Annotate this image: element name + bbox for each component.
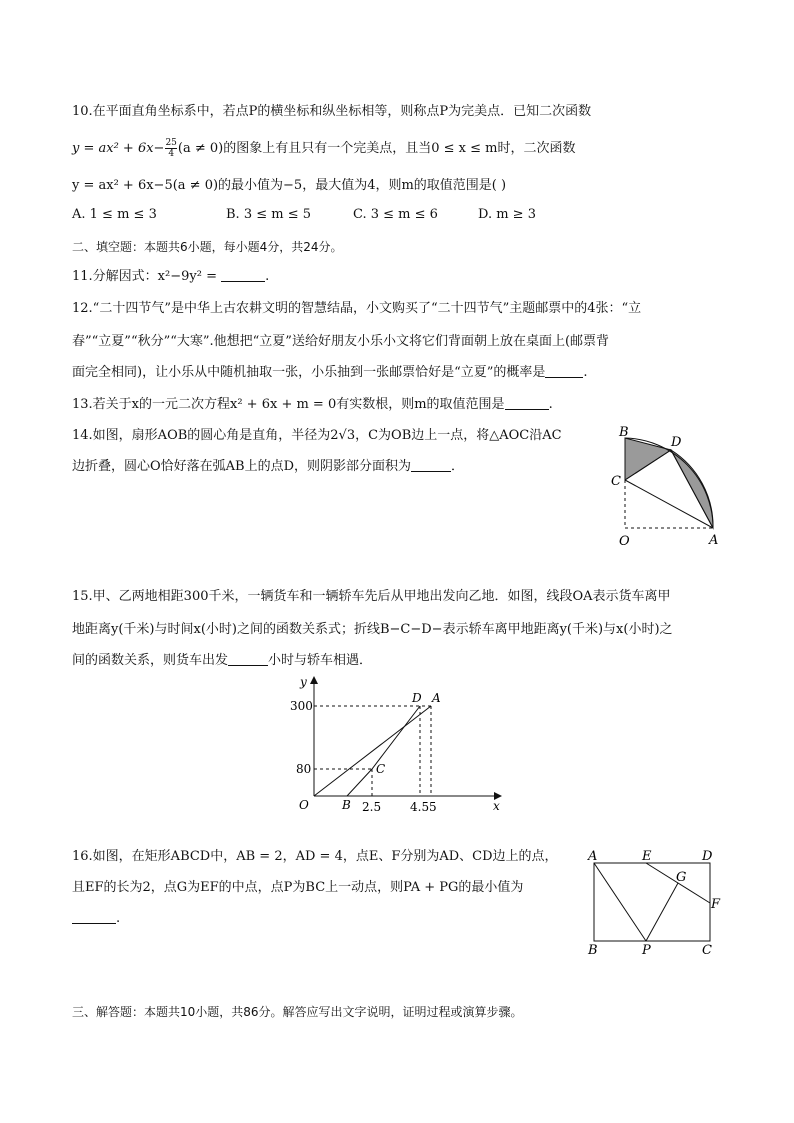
q13-end: .	[548, 397, 553, 412]
q10-option-d[interactable]: D. m ≥ 3	[478, 207, 536, 222]
q11-end: .	[265, 269, 270, 284]
q12-line1: 12.“二十四节气”是中华上古农耕文明的智慧结晶，小文购买了“二十四节气”主题邮票中的4张：“立	[72, 301, 642, 316]
q16-line1: 16.如图，在矩形ABCD中，AB = 2，AD = 4，点E、F分别为AD、CD边上的点，	[72, 849, 558, 864]
q16-line2: 且EF的长为2，点G为EF的中点，点P为BC上一动点，则PA + PG的最小值为	[72, 880, 524, 895]
q11	[72, 268, 269, 286]
q15-tick-5: 5	[429, 800, 437, 814]
q10-expr-b: (a ≠ 0)的图象上有且只有一个完美点，且当0 ≤ x ≤ m时，二次函数	[177, 141, 576, 156]
q16-seg-pg	[646, 883, 678, 941]
q10-option-b[interactable]: B. 3 ≤ m ≤ 5	[226, 207, 312, 222]
q15-blank[interactable]	[228, 653, 268, 666]
q10-frac-num: 25	[165, 138, 177, 148]
q10-line2	[72, 138, 575, 159]
q15-line-bcd	[347, 706, 420, 796]
q11-blank[interactable]	[221, 269, 265, 282]
q16-seg-ap	[594, 863, 646, 941]
q10-expr-a: y = ax² + 6x−	[72, 141, 165, 156]
q15-label-c: C	[376, 762, 386, 776]
q10-option-c[interactable]: C. 3 ≤ m ≤ 6	[353, 207, 438, 222]
q11-text: 11.分解因式：x²−9y² =	[72, 269, 222, 284]
q12-line2: 春”“立夏”“秋分”“大寒”.他想把“立夏”送给好朋友小乐小文将它们背面朝上放在桌面上(邮票背	[72, 334, 610, 349]
q15-tick-45: 4.5	[410, 800, 430, 814]
q15-label-b: B	[342, 798, 351, 812]
q12-end: .	[583, 365, 588, 380]
q14-blank[interactable]	[411, 459, 451, 472]
q15-line2: 地距离y(千米)与时间x(小时)之间的函数关系式；折线B−C−D−表示轿车离甲地距离y(千米)与x(小时)之	[72, 622, 673, 637]
q15-label-a: A	[432, 691, 441, 705]
q15-label-x: x	[493, 799, 500, 813]
q15-line3	[72, 652, 372, 670]
q16-label-c: C	[702, 943, 712, 958]
q10-frac-den: 4	[168, 149, 175, 159]
q16-figure	[584, 848, 724, 958]
q14-end: ．	[451, 459, 465, 474]
q14-figure	[605, 422, 725, 550]
q15-line1: 15.甲、乙两地相距300千米，一辆货车和一辆轿车先后从甲地出发向乙地．如图，线段OA表示货车离甲	[72, 589, 671, 604]
q16-end: .	[116, 911, 121, 926]
q14-line1: 14.如图，扇形AOB的圆心角是直角，半径为2√3，C为OB边上一点，将△AOC沿AC	[72, 428, 562, 443]
q15-line3-b: 小时与轿车相遇．	[268, 653, 373, 668]
q16-blank[interactable]	[72, 911, 116, 924]
q12-blank[interactable]	[545, 365, 583, 378]
q16-label-d: D	[702, 849, 713, 864]
q12-line3-text: 面完全相同)，让小乐从中随机抽取一张，小乐抽到一张邮票恰好是“立夏”的概率是	[72, 365, 546, 380]
q16-label-p: P	[642, 943, 651, 958]
q15-tick-80: 80	[296, 762, 312, 776]
q10-fraction	[165, 138, 176, 159]
section2-heading: 二、填空题：本题共6小题，每小题4分，共24分。	[72, 240, 343, 254]
q14-label-o: O	[619, 534, 630, 549]
q14-shade-upper	[625, 438, 671, 480]
q16-label-b: B	[588, 943, 598, 958]
q16-label-a: A	[588, 849, 598, 864]
q15-label-y: y	[300, 675, 307, 689]
q16-label-g: G	[676, 870, 687, 885]
q14-label-b: B	[619, 425, 629, 440]
q12-line3	[72, 364, 588, 382]
q16-line3	[72, 910, 120, 928]
section3-heading: 三、解答题：本题共10小题，共86分。解答应写出文字说明，证明过程或演算步骤。	[72, 1005, 523, 1019]
q13	[72, 396, 553, 414]
q13-blank[interactable]	[505, 397, 549, 410]
q15-graph	[290, 672, 510, 817]
q16-label-f: F	[711, 897, 721, 912]
q15-label-d: D	[412, 691, 422, 705]
q10-option-a[interactable]: A. 1 ≤ m ≤ 3	[72, 207, 157, 222]
q14-label-d: D	[671, 435, 682, 450]
q13-text: 13.若关于x的一元二次方程x² + 6x + m = 0有实数根，则m的取值范围是	[72, 397, 505, 412]
q15-label-o: O	[299, 798, 309, 812]
q15-line3-a: 间的函数关系，则货车出发	[72, 653, 229, 668]
q14-line2	[72, 458, 464, 476]
q10-line3: y = ax² + 6x−5(a ≠ 0)的最小值为−5，最大值为4，则m的取值范围是( )	[72, 178, 507, 193]
q16-label-e: E	[642, 849, 652, 864]
q15-tick-25: 2.5	[362, 800, 382, 814]
q15-tick-300: 300	[290, 699, 313, 713]
q10-line1: 10.在平面直角坐标系中，若点P的横坐标和纵坐标相等，则称点P为完美点．已知二次函数	[72, 104, 592, 119]
q14-line2-text: 边折叠，圆心O恰好落在弧AB上的点D，则阴影部分面积为	[72, 459, 412, 474]
q14-label-a: A	[709, 533, 719, 548]
q14-label-c: C	[611, 474, 621, 489]
